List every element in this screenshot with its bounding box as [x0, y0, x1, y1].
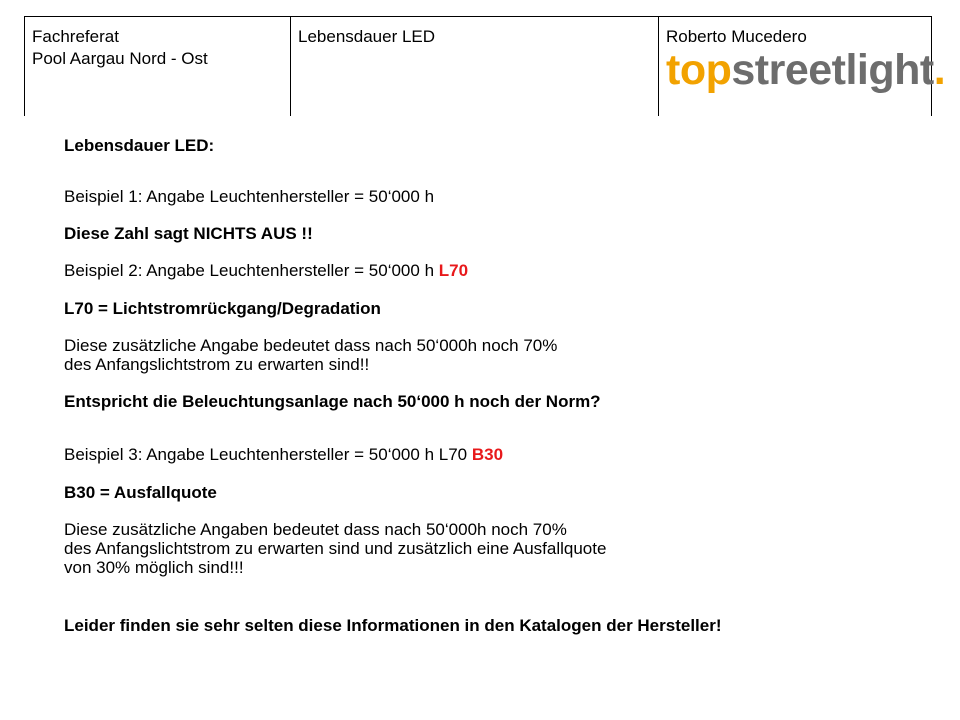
conclusion: Leider finden sie sehr selten diese Informationen in den Katalogen der Hersteller! [64, 616, 722, 635]
header-cell-department [25, 17, 291, 116]
b30-description-line1: Diese zusätzliche Angaben bedeutet dass nach 50‘000h noch 70% [64, 520, 567, 539]
example-1-note: Diese Zahl sagt NICHTS AUS !! [64, 224, 313, 243]
topstreetlight-logo [666, 46, 946, 94]
logo-part-dot: . [933, 46, 946, 94]
l70-description-line1: Diese zusätzliche Angabe bedeutet dass nach 50‘000h noch 70% [64, 336, 558, 355]
example-3-text: Beispiel 3: Angabe Leuchtenhersteller = 50‘000 h L70 [64, 445, 472, 464]
pool-label: Pool Aargau Nord - Ost [32, 49, 208, 68]
header-cell-topic [291, 17, 659, 116]
example-3-highlight: B30 [471, 445, 504, 464]
header-table [24, 16, 946, 116]
norm-question: Entspricht die Beleuchtungsanlage nach 50‘000 h noch der Norm? [64, 392, 601, 411]
example-1: Beispiel 1: Angabe Leuchtenhersteller = 50‘000 h [64, 187, 435, 206]
slide-title: Lebensdauer LED: [64, 136, 215, 155]
example-3 [64, 446, 503, 464]
department-label: Fachreferat [32, 27, 119, 46]
b30-description-line3: von 30% möglich sind!!! [64, 558, 244, 577]
logo-part-top: top [666, 46, 732, 94]
topic-label: Lebensdauer LED [298, 27, 436, 46]
b30-definition: B30 = Ausfallquote [64, 483, 217, 502]
l70-definition: L70 = Lichtstromrückgang/Degradation [64, 299, 381, 318]
l70-description-line2: des Anfangslichtstrom zu erwarten sind!! [64, 355, 370, 374]
header-cell-author [659, 17, 946, 116]
author-name: Roberto Mucedero [666, 27, 807, 46]
b30-description-line2: des Anfangslichtstrom zu erwarten sind und zusätzlich eine Ausfallquote [64, 539, 607, 558]
logo-part-streetlight: streetlight [731, 46, 934, 94]
example-2 [64, 262, 468, 280]
example-2-text: Beispiel 2: Angabe Leuchtenhersteller = 50‘000 h [64, 261, 439, 280]
example-2-highlight: L70 [438, 261, 469, 280]
